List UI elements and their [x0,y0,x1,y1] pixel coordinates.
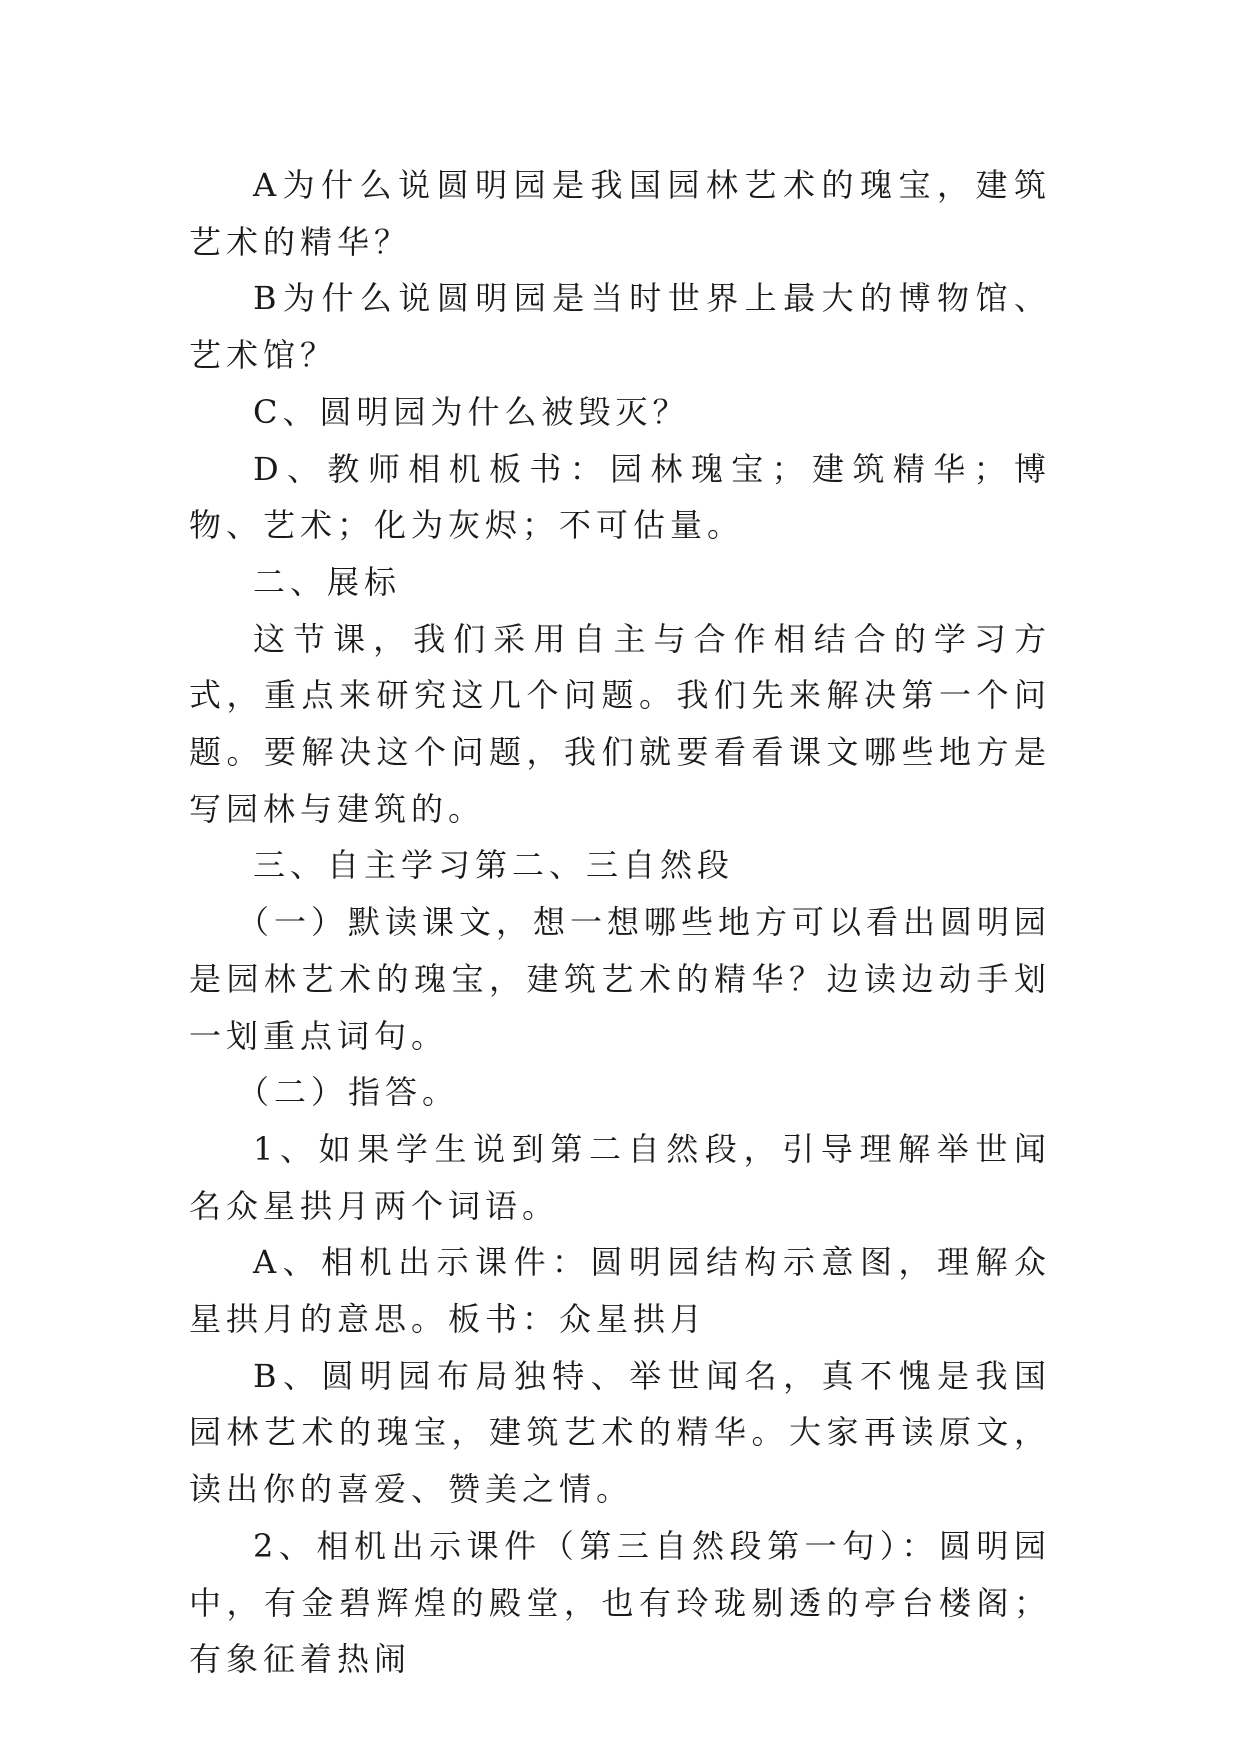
paragraph-question-c: C、圆明园为什么被毁灭？ [253,392,690,431]
paragraph-lesson-intro: 这节课，我们采用自主与合作相结合的学习方式，重点来研究这几个问题。我们先来解决第一个问题。要解决这个问题，我们就要看看课文哪些地方是写园林与建筑的。 [189,619,1051,828]
paragraph-silent-reading: （一）默读课文，想一想哪些地方可以看出圆明园是园林艺术的瑰宝，建筑艺术的精华？边读边动手划一划重点词句。 [189,903,1052,1055]
section-heading-2: 二、展标 [253,562,402,601]
paragraph-item-1: 1、如果学生说到第二自然段，引导理解举世闻名众星拱月两个词语。 [189,1129,1051,1225]
section-heading-3: 三、自主学习第二、三自然段 [253,846,735,885]
document-body [189,157,1051,1688]
paragraph-question-b: B为什么说圆明园是当时世界上最大的博物馆、艺术馆？ [189,279,1051,375]
paragraph-item-1b: B、圆明园布局独特、举世闻名，真不愧是我国园林艺术的瑰宝，建筑艺术的精华。大家再读原文，读出你的喜爱、赞美之情。 [189,1356,1051,1509]
paragraph-item-1a: A、相机出示课件：圆明园结构示意图，理解众星拱月的意思。板书：众星拱月 [189,1243,1051,1339]
paragraph-item-2: 2、相机出示课件（第三自然段第一句）：圆明园中，有金碧辉煌的殿堂，也有玲珑剔透的亭台楼阁；有象征着热闹 [189,1526,1051,1679]
paragraph-answers: （二）指答。 [237,1073,460,1112]
paragraph-question-a: A为什么说圆明园是我国园林艺术的瑰宝，建筑艺术的精华？ [189,166,1051,261]
paragraph-blackboard-notes: D、教师相机板书：园林瑰宝；建筑精华；博物、艺术；化为灰烬；不可估量。 [189,449,1051,545]
